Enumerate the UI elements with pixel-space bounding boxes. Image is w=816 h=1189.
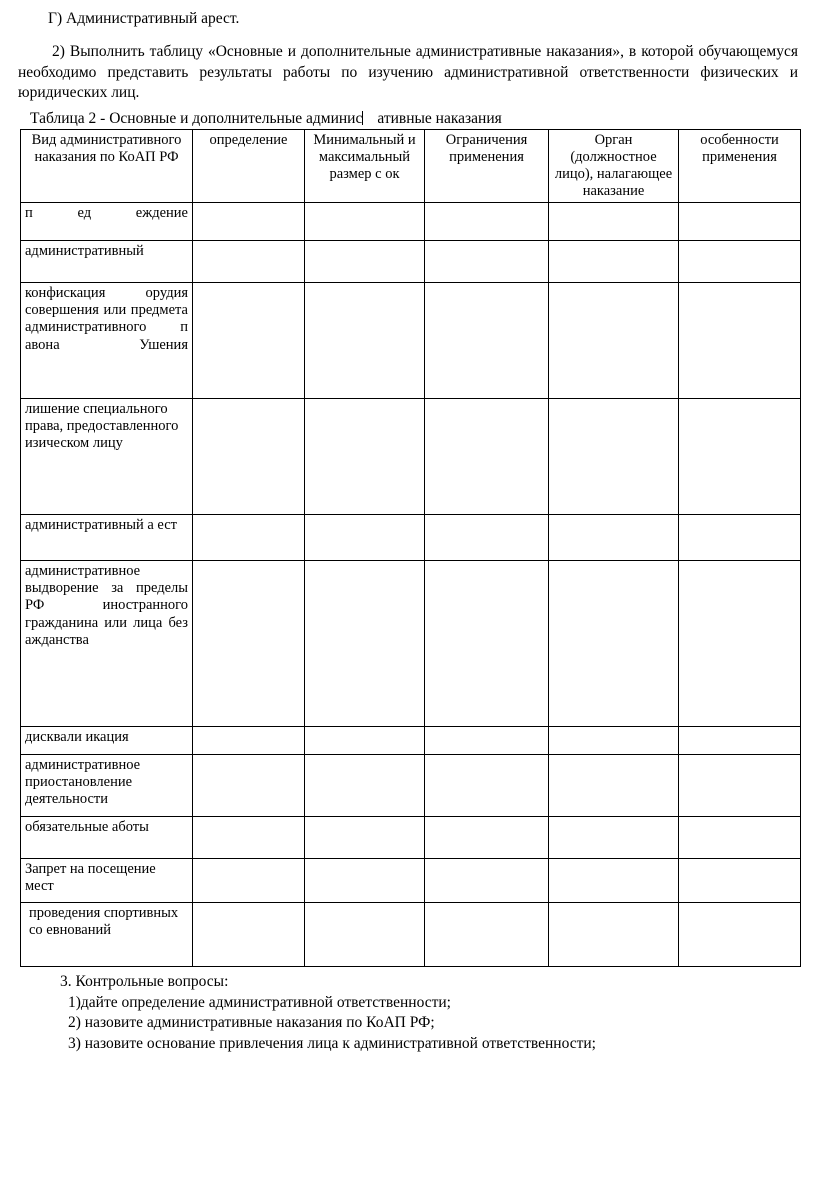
table-row	[21, 903, 801, 967]
cell-size[interactable]	[305, 203, 425, 241]
cell-definition[interactable]	[193, 399, 305, 515]
cell-definition[interactable]	[193, 727, 305, 755]
cell-definition[interactable]	[193, 561, 305, 727]
cell-definition[interactable]	[193, 283, 305, 399]
cell-limits[interactable]	[425, 817, 549, 859]
cell-authority[interactable]	[549, 859, 679, 903]
table-header-cell: определение	[193, 129, 305, 202]
cell-limits[interactable]	[425, 399, 549, 515]
row-label: дисквали икация	[21, 727, 193, 755]
control-questions-block	[18, 972, 798, 1054]
control-question-item: 2) назовите административные наказания по КоАП РФ;	[68, 1014, 435, 1032]
table-row	[21, 203, 801, 241]
cell-authority[interactable]	[549, 283, 679, 399]
cell-size[interactable]	[305, 903, 425, 967]
cell-limits[interactable]	[425, 561, 549, 727]
cell-features[interactable]	[679, 903, 801, 967]
cell-authority[interactable]	[549, 203, 679, 241]
cell-authority[interactable]	[549, 727, 679, 755]
cell-definition[interactable]	[193, 755, 305, 817]
table-row	[21, 399, 801, 515]
table-header-cell: Минимальный и максимальный размер с ок	[305, 129, 425, 202]
table-header-row	[21, 129, 801, 202]
cell-limits[interactable]	[425, 203, 549, 241]
cell-limits[interactable]	[425, 727, 549, 755]
table-caption-left: Таблица 2 - Основные и дополнительные админис	[30, 109, 363, 127]
table-caption	[18, 110, 798, 128]
row-label: административное приостановление деятельности	[21, 755, 193, 817]
row-label: административный а ест	[21, 515, 193, 561]
table-row	[21, 859, 801, 903]
row-label: административный	[21, 241, 193, 283]
cell-features[interactable]	[679, 515, 801, 561]
table-header-cell: особенности применения	[679, 129, 801, 202]
cell-limits[interactable]	[425, 283, 549, 399]
cell-limits[interactable]	[425, 755, 549, 817]
control-question-item: 3) назовите основание привлечения лица к административной ответственности;	[68, 1035, 596, 1053]
cell-features[interactable]	[679, 241, 801, 283]
cell-features[interactable]	[679, 727, 801, 755]
cell-size[interactable]	[305, 755, 425, 817]
cell-features[interactable]	[679, 283, 801, 399]
cell-authority[interactable]	[549, 399, 679, 515]
table-row	[21, 283, 801, 399]
cell-authority[interactable]	[549, 755, 679, 817]
cell-features[interactable]	[679, 817, 801, 859]
spacer	[18, 28, 798, 42]
table-row	[21, 817, 801, 859]
row-label: п ед еждение	[21, 203, 193, 241]
cell-size[interactable]	[305, 817, 425, 859]
cell-size[interactable]	[305, 859, 425, 903]
cell-size[interactable]	[305, 515, 425, 561]
table-row	[21, 241, 801, 283]
cell-features[interactable]	[679, 755, 801, 817]
cell-features[interactable]	[679, 561, 801, 727]
cell-features[interactable]	[679, 203, 801, 241]
cell-limits[interactable]	[425, 903, 549, 967]
control-question-item: 1)дайте определение административной ответственности;	[68, 993, 451, 1011]
cell-definition[interactable]	[193, 515, 305, 561]
caption-divider	[362, 111, 377, 125]
cell-size[interactable]	[305, 727, 425, 755]
cell-authority[interactable]	[549, 817, 679, 859]
table-header-cell: Вид административного наказания по КоАП РФ	[21, 129, 193, 202]
row-label: лишение специального права, предоставленного изическом лицу	[21, 399, 193, 515]
table-header-cell: Ограничения применения	[425, 129, 549, 202]
cell-authority[interactable]	[549, 561, 679, 727]
cell-features[interactable]	[679, 859, 801, 903]
cell-definition[interactable]	[193, 903, 305, 967]
cell-size[interactable]	[305, 561, 425, 727]
table-row	[21, 515, 801, 561]
cell-authority[interactable]	[549, 903, 679, 967]
table-header-cell: Орган (должностное лицо), налагающее наказание	[549, 129, 679, 202]
row-label: административное выдворение за пределы РФ иностранного гражданина или лица без ажданства	[21, 561, 193, 727]
cell-limits[interactable]	[425, 241, 549, 283]
row-label: Запрет на посещение мест	[21, 859, 193, 903]
cell-size[interactable]	[305, 283, 425, 399]
cell-limits[interactable]	[425, 515, 549, 561]
cell-definition[interactable]	[193, 241, 305, 283]
table-row	[21, 755, 801, 817]
punishments-table	[20, 129, 801, 967]
cell-limits[interactable]	[425, 859, 549, 903]
table-row	[21, 727, 801, 755]
cell-authority[interactable]	[549, 241, 679, 283]
cell-definition[interactable]	[193, 817, 305, 859]
row-label: конфискация орудия совершения или предмета административного п авона Ушения	[21, 283, 193, 399]
row-label: обязательные аботы	[21, 817, 193, 859]
cell-definition[interactable]	[193, 859, 305, 903]
list-item-g: Г) Административный арест.	[48, 10, 240, 27]
cell-size[interactable]	[305, 399, 425, 515]
control-questions-title: 3. Контрольные вопросы:	[60, 973, 229, 991]
cell-features[interactable]	[679, 399, 801, 515]
cell-size[interactable]	[305, 241, 425, 283]
table-row	[21, 561, 801, 727]
table-caption-right: ативные наказания	[377, 109, 502, 127]
paragraph-task-2: 2) Выполнить таблицу «Основные и дополнительные административные наказания», в которой обучающемуся необходимо представить результаты работы по изучению административной ответственности физических и юридических лиц.	[18, 43, 798, 102]
row-label: проведения спортивных со евнований	[21, 903, 193, 967]
cell-definition[interactable]	[193, 203, 305, 241]
cell-authority[interactable]	[549, 515, 679, 561]
